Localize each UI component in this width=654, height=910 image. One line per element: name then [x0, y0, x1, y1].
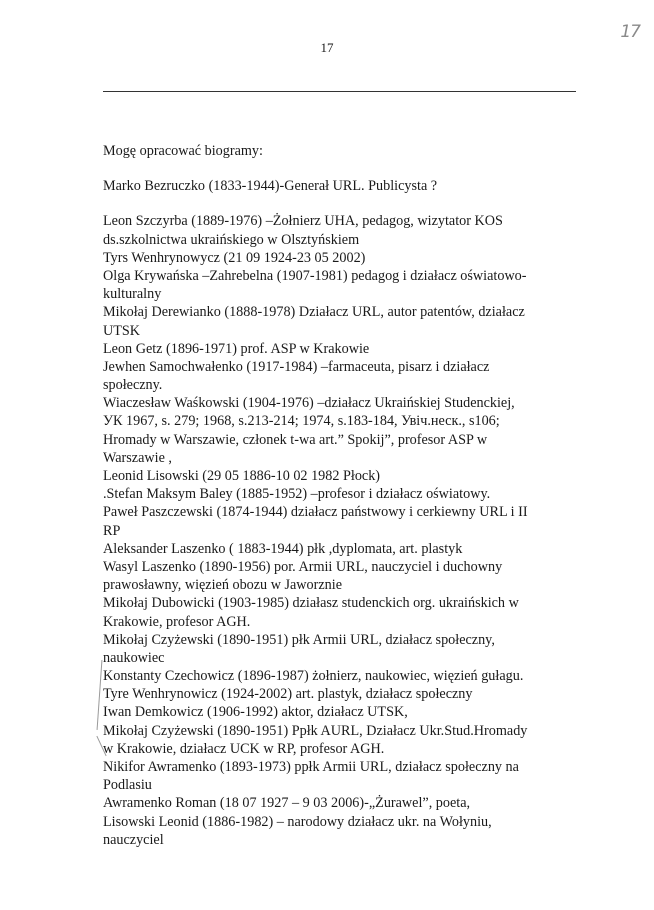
- document-line: Lisowski Leonid (1886-1982) – narodowy działacz ukr. na Wołyniu,: [103, 813, 492, 830]
- document-line: Podlasiu: [103, 777, 152, 794]
- document-line: społeczny.: [103, 377, 163, 394]
- document-line: Tyrs Wenhrynowycz (21 09 1924-23 05 2002): [103, 249, 366, 266]
- document-line: Leon Szczyrba (1889-1976) –Żołnierz UHA, pedagog, wizytator KOS: [103, 213, 503, 230]
- document-line: Konstanty Czechowicz (1896-1987) żołnierz, naukowiec, więzień gułagu.: [103, 668, 524, 685]
- page-number: 17: [320, 40, 334, 55]
- document-line: Jewhen Samochwałenko (1917-1984) –farmaceuta, pisarz i działacz: [103, 358, 490, 375]
- document-line: nauczyciel: [103, 831, 164, 848]
- handwritten-page-number: 17: [620, 22, 640, 42]
- document-line: w Krakowie, działacz UCK w RP, profesor AGH.: [103, 740, 385, 757]
- document-line: prawosławny, więzień obozu w Jaworznie: [103, 577, 343, 594]
- document-line: Krakowie, profesor AGH.: [103, 613, 251, 630]
- intro-line: Mogę opracować biogramy:: [103, 143, 263, 159]
- document-line: ds.szkolnictwa ukraińskiego w Olsztyńskiem: [103, 231, 360, 248]
- document-line: Leonid Lisowski (29 05 1886-10 02 1982 Płock): [103, 468, 381, 484]
- entry-block-a: [103, 177, 583, 195]
- document-line: Olga Krywańska –Zahrebelna (1907-1981) pedagog i działacz oświatowo-: [103, 267, 527, 284]
- document-line: Marko Bezruczko (1833-1944)-Generał URL. Publicysta ?: [103, 178, 438, 195]
- margin-pen-mark: [97, 660, 103, 730]
- document-line: Hromady w Warszawie, członek t-wa art.” Spokij”, profesor ASP w: [103, 431, 488, 448]
- document-line: Wiaczesław Waśkowski (1904-1976) –działacz Ukraińskiej Studenckiej,: [103, 395, 515, 412]
- document-line: Paweł Paszczewski (1874-1944) działacz państwowy i cerkiewny URL i II: [103, 504, 528, 521]
- document-line: Mikołaj Czyżewski (1890-1951) płk Armii URL, działacz społeczny,: [103, 631, 495, 648]
- document-line: kulturalny: [103, 286, 162, 303]
- document-line: naukowiec: [103, 649, 165, 666]
- document-line: Aleksander Laszenko ( 1883-1944) płk ,dyplomata, art. plastyk: [103, 540, 463, 557]
- document-line: УК 1967, s. 279; 1968, s.213-214; 1974, s.183-184, Увiч.неск., s106;: [103, 413, 500, 430]
- document-line: Nikifor Awramenko (1893-1973) ppłk Armii URL, działacz społeczny na: [103, 759, 519, 775]
- document-line: Mikołaj Czyżewski (1890-1951) Ppłk AURL, Działacz Ukr.Stud.Hromady: [103, 722, 528, 739]
- document-line: Mikołaj Derewianko (1888-1978) Działacz URL, autor patentów, działacz: [103, 304, 525, 321]
- document-line: Mikołaj Dubowicki (1903-1985) działasz studenckich org. ukraińskich w: [103, 595, 519, 612]
- document-line: Leon Getz (1896-1971) prof. ASP w Krakowie: [103, 340, 370, 357]
- document-line: Tyre Wenhrynowicz (1924-2002) art. plastyk, działacz społeczny: [103, 686, 473, 703]
- entry-block-b: [103, 212, 583, 849]
- document-line: UTSK: [103, 322, 141, 339]
- document-line: Warszawie ,: [103, 449, 172, 466]
- document-line: Iwan Demkowicz (1906-1992) aktor, działacz UTSK,: [103, 704, 408, 721]
- document-body: [103, 142, 583, 849]
- document-line: Wasyl Laszenko (1890-1956) por. Armii URL, nauczyciel i duchowny: [103, 558, 503, 575]
- document-line: .Stefan Maksym Baley (1885-1952) –profesor i działacz oświatowy.: [103, 486, 491, 503]
- document-line: Awramenko Roman (18 07 1927 – 9 03 2006)-„Żurawel”, poeta,: [103, 795, 471, 812]
- header-divider: [103, 91, 576, 92]
- document-line: RP: [103, 522, 121, 539]
